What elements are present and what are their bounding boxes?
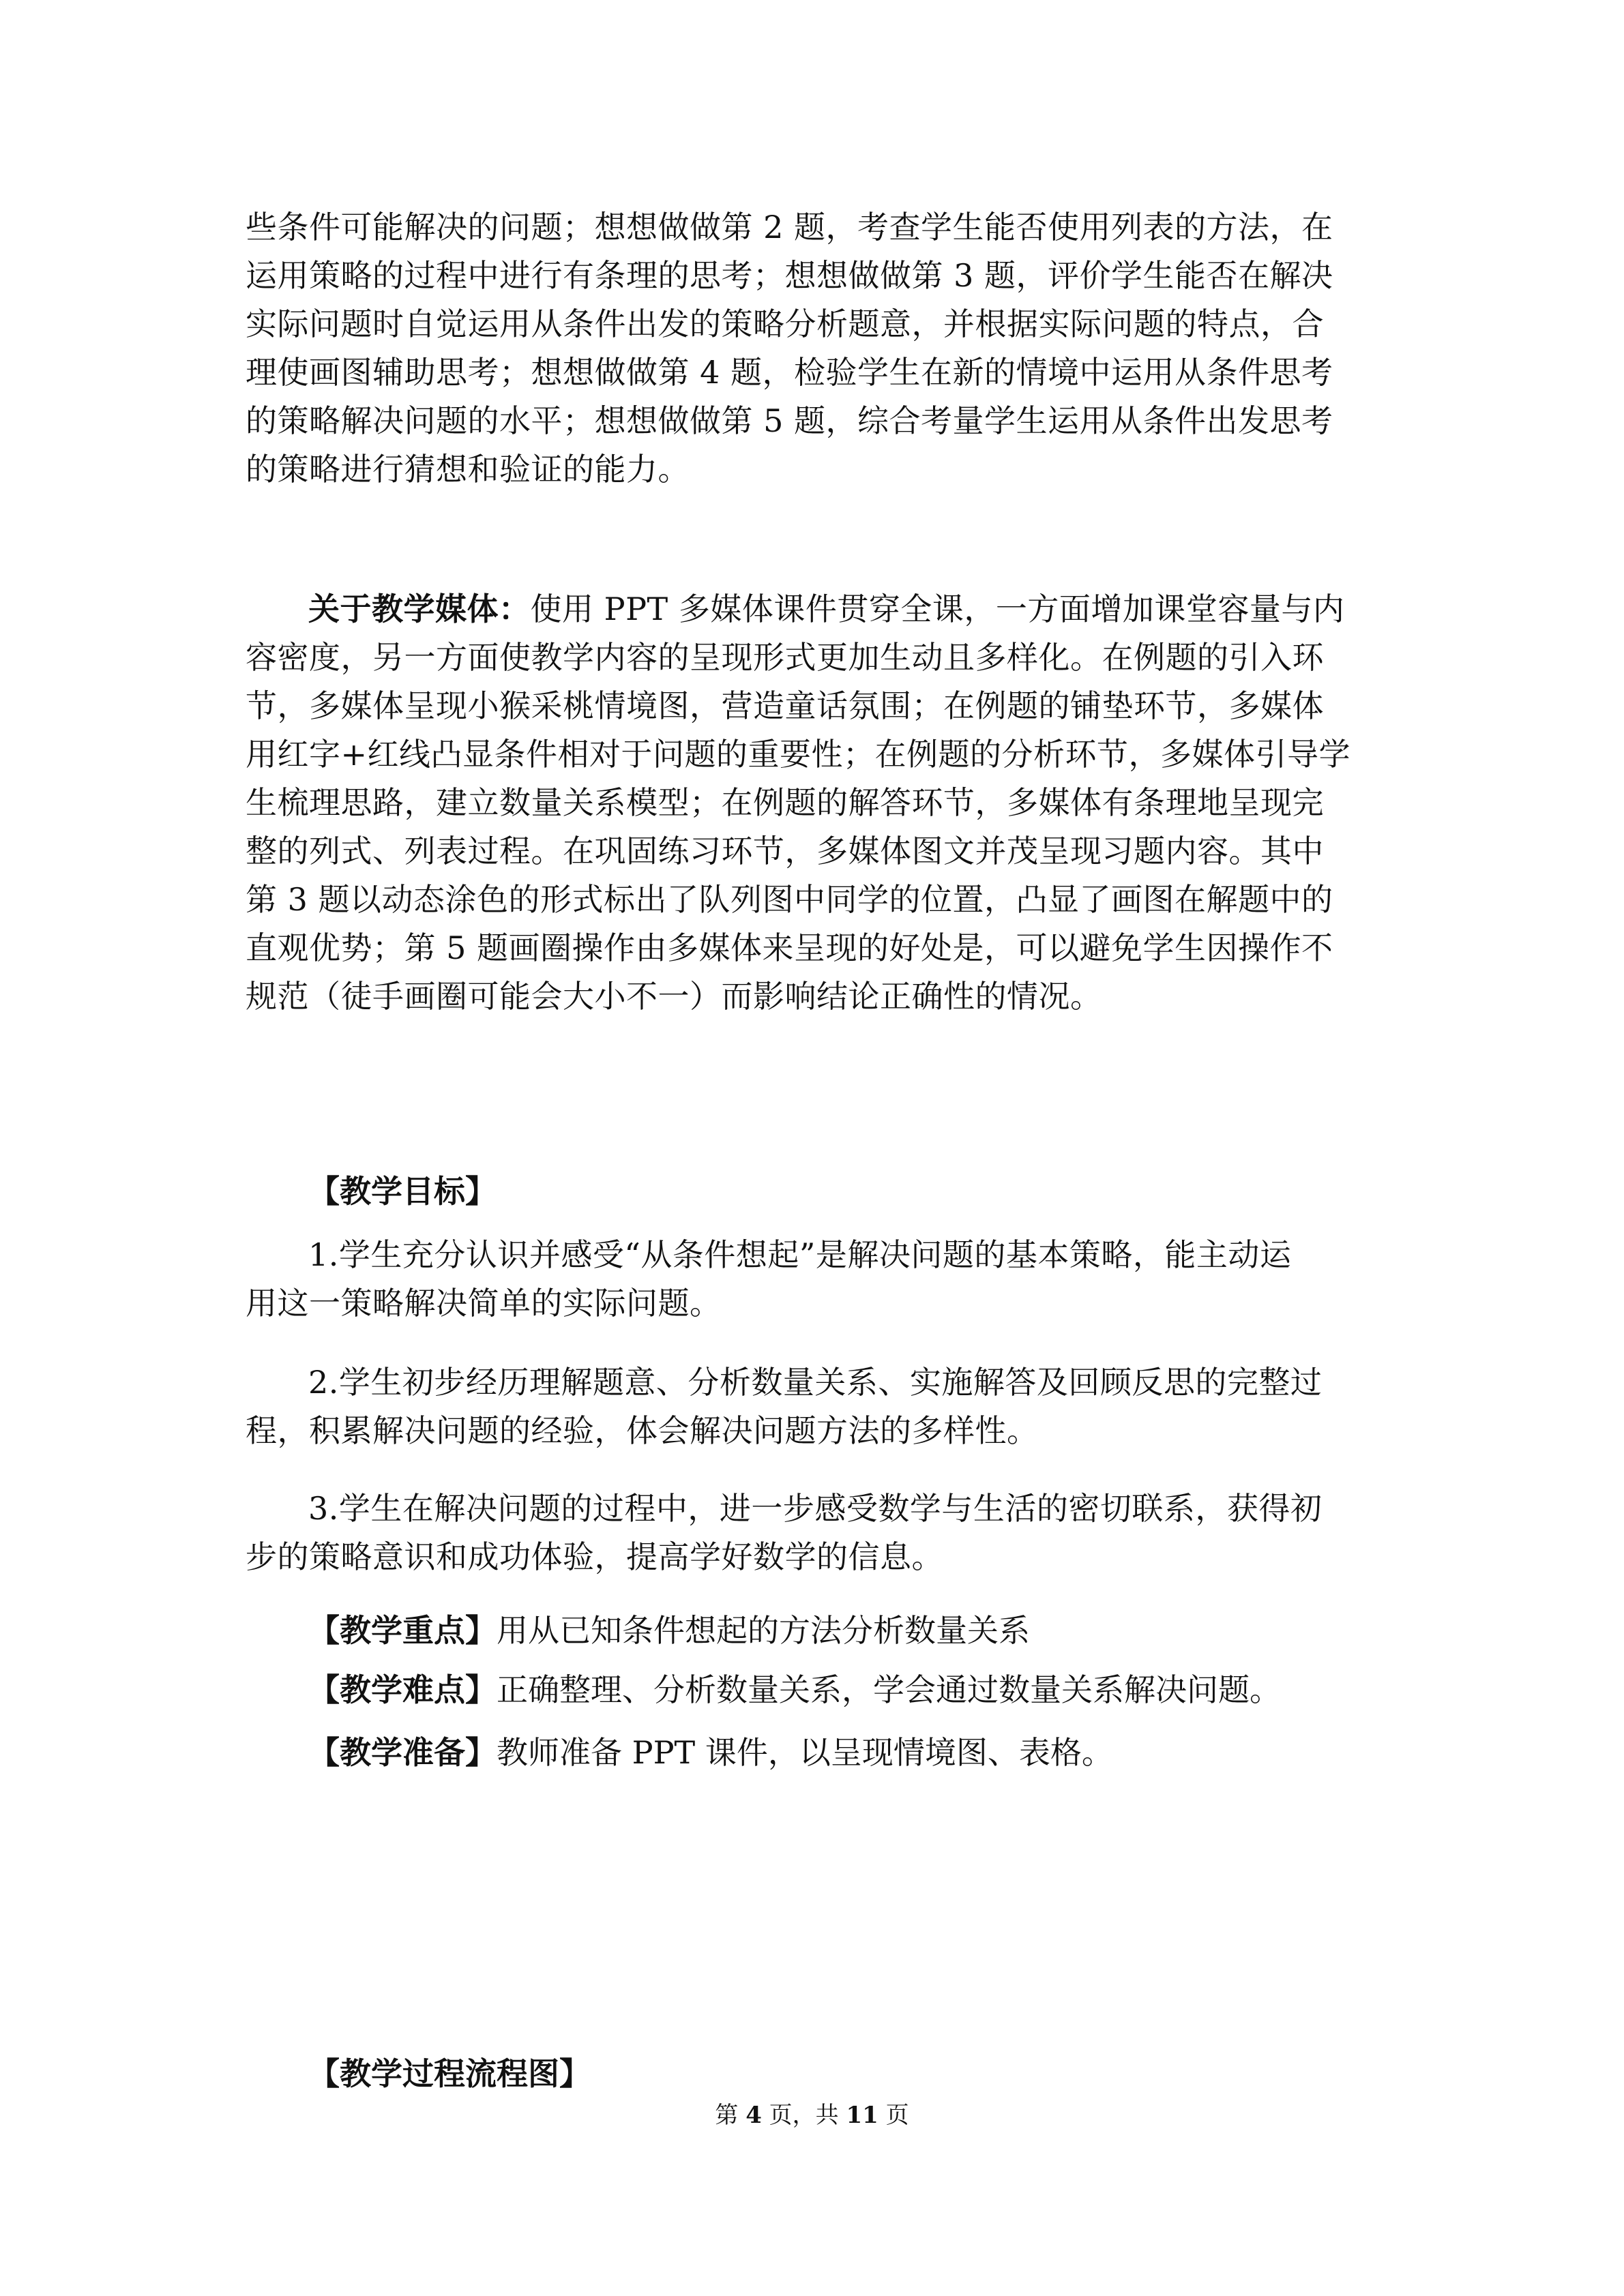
page-footer <box>0 2099 1624 2132</box>
text-line: 些条件可能解决的问题；想想做做第 2 题，考查学生能否使用列表的方法，在 <box>246 209 1333 245</box>
text-line: 规范（徒手画圈可能会大小不一）而影响结论正确性的情况。 <box>246 978 1102 1015</box>
preparation-text: 教师准备 PPT 课件，以呈现情境图、表格。 <box>497 1734 1113 1771</box>
text-line: 的策略进行猜想和验证的能力。 <box>246 451 690 488</box>
preparation-label: 【教学准备】 <box>308 1734 497 1771</box>
difficult-point <box>308 1666 1281 1714</box>
footer-prefix: 第 <box>715 2102 746 2129</box>
flowchart-heading: 【教学过程流程图】 <box>308 2055 591 2092</box>
footer-total-pages: 11 <box>846 2102 879 2129</box>
text-line: 步的策略意识和成功体验，提高学好数学的信息。 <box>246 1538 943 1575</box>
text-line: 1.学生充分认识并感受“从条件想起”是解决问题的基本策略，能主动运 <box>308 1236 1292 1273</box>
text-line: 运用策略的过程中进行有条理的思考；想想做做第 3 题，评价学生能否在解决 <box>246 257 1333 294</box>
text-line <box>246 585 1386 633</box>
text-line: 2.学生初步经历理解题意、分析数量关系、实施解答及回顾反思的完整过 <box>308 1364 1323 1401</box>
objectives-heading: 【教学目标】 <box>308 1173 497 1210</box>
difficult-point-label: 【教学难点】 <box>308 1671 497 1708</box>
text-line: 实际问题时自觉运用从条件出发的策略分析题意，并根据实际问题的特点，合 <box>246 305 1324 342</box>
text-line: 用红字+红线凸显条件相对于问题的重要性；在例题的分析环节，多媒体引导学 <box>246 736 1351 773</box>
preparation <box>308 1729 1113 1777</box>
objective-item-1 <box>246 1231 1386 1328</box>
text-line: 程，积累解决问题的经验，体会解决问题方法的多样性。 <box>246 1412 1039 1449</box>
text-line: 节，多媒体呈现小猴采桃情境图，营造童话氛围；在例题的铺垫环节，多媒体 <box>246 687 1324 724</box>
key-point-label: 【教学重点】 <box>308 1612 497 1649</box>
paragraph-teaching-media <box>246 585 1386 1021</box>
media-text: 使用 PPT 多媒体课件贯穿全课，一方面增加课堂容量与内 <box>530 591 1345 627</box>
text-line: 的策略解决问题的水平；想想做做第 5 题，综合考量学生运用从条件出发思考 <box>246 402 1333 439</box>
footer-current-page: 4 <box>745 2102 762 2129</box>
footer-middle: 页，共 <box>761 2102 846 2129</box>
difficult-point-text: 正确整理、分析数量关系，学会通过数量关系解决问题。 <box>497 1671 1281 1708</box>
key-point-text: 用从已知条件想起的方法分析数量关系 <box>497 1612 1030 1649</box>
text-line: 用这一策略解决简单的实际问题。 <box>246 1285 722 1322</box>
text-line: 直观优势；第 5 题画圈操作由多媒体来呈现的好处是，可以避免学生因操作不 <box>246 929 1333 966</box>
footer-suffix: 页 <box>878 2102 909 2129</box>
text-line: 整的列式、列表过程。在巩固练习环节，多媒体图文并茂呈现习题内容。其中 <box>246 833 1324 869</box>
text-line: 3.学生在解决问题的过程中，进一步感受数学与生活的密切联系，获得初 <box>308 1490 1323 1527</box>
text-line: 理使画图辅助思考；想想做做第 4 题，检验学生在新的情境中运用从条件思考 <box>246 354 1333 391</box>
media-label: 关于教学媒体： <box>308 591 531 627</box>
text-line: 容密度，另一方面使教学内容的呈现形式更加生动且多样化。在例题的引入环 <box>246 639 1324 676</box>
text-line: 第 3 题以动态涂色的形式标出了队列图中同学的位置，凸显了画图在解题中的 <box>246 881 1333 918</box>
key-point <box>308 1607 1030 1655</box>
objective-item-3 <box>246 1485 1386 1581</box>
objective-item-2 <box>246 1358 1386 1455</box>
paragraph-exercise-evaluation <box>246 203 1386 494</box>
text-line: 生梳理思路，建立数量关系模型；在例题的解答环节，多媒体有条理地呈现完 <box>246 784 1324 821</box>
